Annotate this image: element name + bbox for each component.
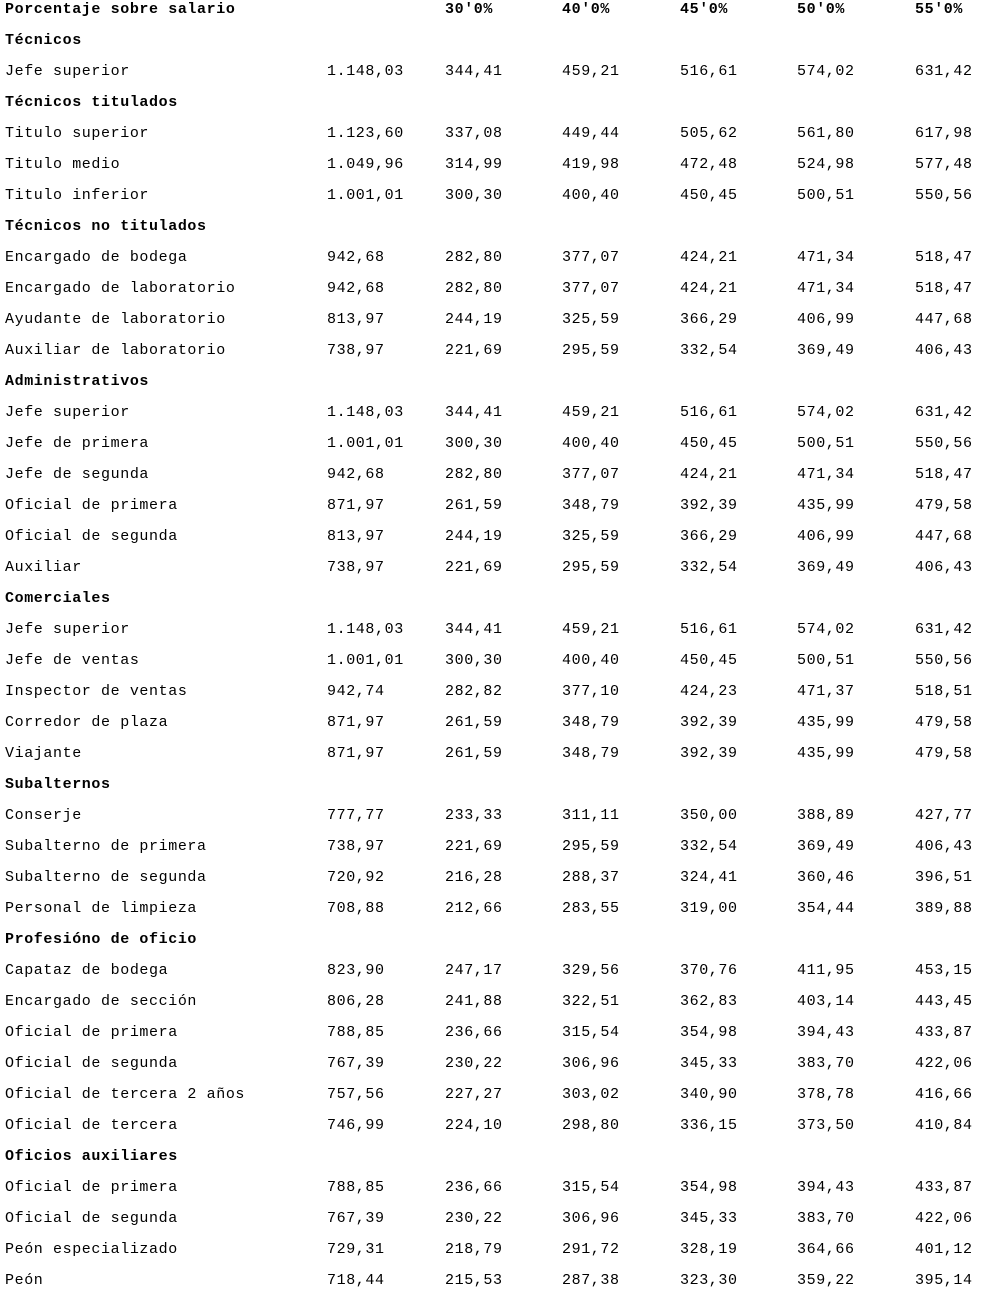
percent-value: 518,47 <box>915 466 973 483</box>
section-row <box>0 930 995 961</box>
percent-value: 344,41 <box>445 63 503 80</box>
base-salary: 871,97 <box>327 497 385 514</box>
percent-value: 324,41 <box>680 869 738 886</box>
percent-value: 394,43 <box>797 1024 855 1041</box>
percent-value: 447,68 <box>915 528 973 545</box>
percent-value: 416,66 <box>915 1086 973 1103</box>
table-row <box>0 434 995 465</box>
percent-value: 459,21 <box>562 621 620 638</box>
percent-value: 450,45 <box>680 652 738 669</box>
percent-value: 244,19 <box>445 311 503 328</box>
percent-value: 337,08 <box>445 125 503 142</box>
percent-value: 364,66 <box>797 1241 855 1258</box>
table-row <box>0 744 995 775</box>
category-label: Capataz de bodega <box>5 962 169 979</box>
base-salary: 813,97 <box>327 311 385 328</box>
percent-value: 282,80 <box>445 280 503 297</box>
base-salary: 1.001,01 <box>327 652 404 669</box>
table-row <box>0 1271 995 1302</box>
percent-value: 471,34 <box>797 280 855 297</box>
percent-value: 377,07 <box>562 280 620 297</box>
category-label: Auxiliar <box>5 559 82 576</box>
table-row <box>0 124 995 155</box>
percent-value: 212,66 <box>445 900 503 917</box>
section-title: Oficios auxiliares <box>5 1148 178 1165</box>
percent-value: 283,55 <box>562 900 620 917</box>
table-row <box>0 310 995 341</box>
percent-value: 332,54 <box>680 559 738 576</box>
percent-value: 459,21 <box>562 63 620 80</box>
percent-value: 516,61 <box>680 404 738 421</box>
percent-value: 471,37 <box>797 683 855 700</box>
percent-value: 282,80 <box>445 466 503 483</box>
percent-value: 406,43 <box>915 838 973 855</box>
percent-value: 500,51 <box>797 187 855 204</box>
percent-value: 447,68 <box>915 311 973 328</box>
percent-value: 631,42 <box>915 63 973 80</box>
section-title: Subalternos <box>5 776 111 793</box>
section-row <box>0 93 995 124</box>
section-title: Administrativos <box>5 373 150 390</box>
percent-value: 230,22 <box>445 1055 503 1072</box>
percent-value: 354,98 <box>680 1179 738 1196</box>
table-row <box>0 806 995 837</box>
percent-value: 244,19 <box>445 528 503 545</box>
percent-value: 577,48 <box>915 156 973 173</box>
base-salary: 767,39 <box>327 1210 385 1227</box>
base-salary: 1.001,01 <box>327 187 404 204</box>
percent-value: 369,49 <box>797 838 855 855</box>
percent-value: 472,48 <box>680 156 738 173</box>
table-row <box>0 1209 995 1240</box>
base-salary: 738,97 <box>327 838 385 855</box>
percent-value: 288,37 <box>562 869 620 886</box>
base-salary: 1.148,03 <box>327 621 404 638</box>
category-label: Titulo medio <box>5 156 121 173</box>
percent-value: 406,99 <box>797 528 855 545</box>
percent-value: 617,98 <box>915 125 973 142</box>
percent-value: 435,99 <box>797 497 855 514</box>
percent-value: 479,58 <box>915 497 973 514</box>
percent-value: 221,69 <box>445 342 503 359</box>
base-salary: 942,68 <box>327 280 385 297</box>
percent-value: 332,54 <box>680 342 738 359</box>
percent-value: 449,44 <box>562 125 620 142</box>
category-label: Oficial de primera <box>5 1024 178 1041</box>
percent-value: 471,34 <box>797 466 855 483</box>
percent-value: 216,28 <box>445 869 503 886</box>
base-salary: 871,97 <box>327 745 385 762</box>
base-salary: 942,68 <box>327 466 385 483</box>
header-percent: 40'0% <box>562 1 611 18</box>
category-label: Jefe de segunda <box>5 466 150 483</box>
base-salary: 823,90 <box>327 962 385 979</box>
base-salary: 738,97 <box>327 559 385 576</box>
category-label: Jefe de ventas <box>5 652 140 669</box>
percent-value: 227,27 <box>445 1086 503 1103</box>
base-salary: 767,39 <box>327 1055 385 1072</box>
percent-value: 406,43 <box>915 559 973 576</box>
base-salary: 757,56 <box>327 1086 385 1103</box>
percent-value: 424,21 <box>680 280 738 297</box>
table-row <box>0 899 995 930</box>
percent-value: 422,06 <box>915 1055 973 1072</box>
table-row <box>0 186 995 217</box>
percent-value: 410,84 <box>915 1117 973 1134</box>
percent-value: 362,83 <box>680 993 738 1010</box>
section-row <box>0 589 995 620</box>
percent-value: 300,30 <box>445 187 503 204</box>
base-salary: 942,74 <box>327 683 385 700</box>
section-title: Comerciales <box>5 590 111 607</box>
percent-value: 400,40 <box>562 435 620 452</box>
percent-value: 378,78 <box>797 1086 855 1103</box>
percent-value: 450,45 <box>680 187 738 204</box>
table-row <box>0 248 995 279</box>
percent-value: 479,58 <box>915 745 973 762</box>
table-row <box>0 868 995 899</box>
table-row <box>0 279 995 310</box>
percent-value: 215,53 <box>445 1272 503 1289</box>
percent-value: 282,82 <box>445 683 503 700</box>
percent-value: 230,22 <box>445 1210 503 1227</box>
percent-value: 395,14 <box>915 1272 973 1289</box>
percent-value: 396,51 <box>915 869 973 886</box>
category-label: Encargado de laboratorio <box>5 280 236 297</box>
percent-value: 383,70 <box>797 1210 855 1227</box>
category-label: Jefe superior <box>5 63 130 80</box>
percent-value: 247,17 <box>445 962 503 979</box>
category-label: Peón especializado <box>5 1241 178 1258</box>
category-label: Corredor de plaza <box>5 714 169 731</box>
category-label: Jefe superior <box>5 621 130 638</box>
percent-value: 400,40 <box>562 652 620 669</box>
percent-value: 236,66 <box>445 1024 503 1041</box>
category-label: Personal de limpieza <box>5 900 198 917</box>
table-row <box>0 527 995 558</box>
base-salary: 720,92 <box>327 869 385 886</box>
base-salary: 1.148,03 <box>327 404 404 421</box>
header-percent: 55'0% <box>915 1 964 18</box>
table-row <box>0 682 995 713</box>
percent-value: 359,22 <box>797 1272 855 1289</box>
category-label: Inspector de ventas <box>5 683 188 700</box>
base-salary: 942,68 <box>327 249 385 266</box>
percent-value: 479,58 <box>915 714 973 731</box>
percent-value: 319,00 <box>680 900 738 917</box>
table-row <box>0 837 995 868</box>
percent-value: 561,80 <box>797 125 855 142</box>
header-percent: 45'0% <box>680 1 729 18</box>
percent-value: 505,62 <box>680 125 738 142</box>
percent-value: 435,99 <box>797 745 855 762</box>
percent-value: 295,59 <box>562 342 620 359</box>
percent-value: 422,06 <box>915 1210 973 1227</box>
category-label: Oficial de tercera 2 años <box>5 1086 246 1103</box>
table-row <box>0 713 995 744</box>
percent-value: 344,41 <box>445 621 503 638</box>
percent-value: 631,42 <box>915 404 973 421</box>
percent-value: 550,56 <box>915 187 973 204</box>
table-row <box>0 1054 995 1085</box>
percent-value: 348,79 <box>562 714 620 731</box>
percent-value: 424,21 <box>680 249 738 266</box>
percent-value: 366,29 <box>680 311 738 328</box>
table-row <box>0 992 995 1023</box>
percent-value: 389,88 <box>915 900 973 917</box>
percent-value: 377,07 <box>562 249 620 266</box>
percent-value: 518,51 <box>915 683 973 700</box>
base-salary: 1.148,03 <box>327 63 404 80</box>
percent-value: 354,44 <box>797 900 855 917</box>
percent-value: 340,90 <box>680 1086 738 1103</box>
percent-value: 471,34 <box>797 249 855 266</box>
percent-value: 350,00 <box>680 807 738 824</box>
percent-value: 406,43 <box>915 342 973 359</box>
percent-value: 419,98 <box>562 156 620 173</box>
percent-value: 360,46 <box>797 869 855 886</box>
table-row <box>0 558 995 589</box>
percent-value: 574,02 <box>797 621 855 638</box>
percent-value: 261,59 <box>445 745 503 762</box>
percent-value: 325,59 <box>562 528 620 545</box>
percent-value: 500,51 <box>797 435 855 452</box>
table-row <box>0 1240 995 1271</box>
percent-value: 218,79 <box>445 1241 503 1258</box>
category-label: Subalterno de primera <box>5 838 207 855</box>
percent-value: 392,39 <box>680 497 738 514</box>
base-salary: 746,99 <box>327 1117 385 1134</box>
percent-value: 424,21 <box>680 466 738 483</box>
percent-value: 518,47 <box>915 280 973 297</box>
percent-value: 427,77 <box>915 807 973 824</box>
category-label: Encargado de bodega <box>5 249 188 266</box>
table-row <box>0 651 995 682</box>
category-label: Oficial de primera <box>5 497 178 514</box>
percent-value: 306,96 <box>562 1210 620 1227</box>
percent-value: 369,49 <box>797 342 855 359</box>
percent-value: 282,80 <box>445 249 503 266</box>
percent-value: 323,30 <box>680 1272 738 1289</box>
category-label: Titulo inferior <box>5 187 150 204</box>
percent-value: 500,51 <box>797 652 855 669</box>
percent-value: 287,38 <box>562 1272 620 1289</box>
percent-value: 450,45 <box>680 435 738 452</box>
percent-value: 295,59 <box>562 559 620 576</box>
percent-value: 236,66 <box>445 1179 503 1196</box>
base-salary: 738,97 <box>327 342 385 359</box>
percent-value: 328,19 <box>680 1241 738 1258</box>
header-label: Porcentaje sobre salario <box>5 1 236 18</box>
percent-value: 377,10 <box>562 683 620 700</box>
base-salary: 871,97 <box>327 714 385 731</box>
base-salary: 813,97 <box>327 528 385 545</box>
percent-value: 400,40 <box>562 187 620 204</box>
category-label: Conserje <box>5 807 82 824</box>
base-salary: 1.049,96 <box>327 156 404 173</box>
percent-value: 224,10 <box>445 1117 503 1134</box>
category-label: Oficial de tercera <box>5 1117 178 1134</box>
percent-value: 300,30 <box>445 435 503 452</box>
percent-value: 401,12 <box>915 1241 973 1258</box>
percent-value: 344,41 <box>445 404 503 421</box>
percent-value: 369,49 <box>797 559 855 576</box>
percent-value: 241,88 <box>445 993 503 1010</box>
percent-value: 314,99 <box>445 156 503 173</box>
percent-value: 300,30 <box>445 652 503 669</box>
base-salary: 806,28 <box>327 993 385 1010</box>
percent-value: 411,95 <box>797 962 855 979</box>
category-label: Oficial de segunda <box>5 1210 178 1227</box>
category-label: Jefe superior <box>5 404 130 421</box>
category-label: Oficial de segunda <box>5 1055 178 1072</box>
table-row <box>0 1085 995 1116</box>
percent-value: 325,59 <box>562 311 620 328</box>
percent-value: 221,69 <box>445 559 503 576</box>
table-row <box>0 961 995 992</box>
table-row <box>0 1116 995 1147</box>
percent-value: 261,59 <box>445 714 503 731</box>
percent-value: 516,61 <box>680 621 738 638</box>
percent-value: 291,72 <box>562 1241 620 1258</box>
percent-value: 516,61 <box>680 63 738 80</box>
base-salary: 788,85 <box>327 1024 385 1041</box>
category-label: Viajante <box>5 745 82 762</box>
percent-value: 550,56 <box>915 435 973 452</box>
table-row <box>0 155 995 186</box>
percent-value: 574,02 <box>797 404 855 421</box>
percent-value: 435,99 <box>797 714 855 731</box>
percent-value: 329,56 <box>562 962 620 979</box>
percent-value: 315,54 <box>562 1179 620 1196</box>
table-row <box>0 620 995 651</box>
percent-value: 354,98 <box>680 1024 738 1041</box>
base-salary: 777,77 <box>327 807 385 824</box>
percent-value: 315,54 <box>562 1024 620 1041</box>
base-salary: 1.123,60 <box>327 125 404 142</box>
category-label: Subalterno de segunda <box>5 869 207 886</box>
percent-value: 433,87 <box>915 1024 973 1041</box>
percent-value: 388,89 <box>797 807 855 824</box>
section-title: Técnicos titulados <box>5 94 178 111</box>
table-row <box>0 62 995 93</box>
percent-value: 233,33 <box>445 807 503 824</box>
section-row <box>0 1147 995 1178</box>
table-row <box>0 465 995 496</box>
percent-value: 392,39 <box>680 745 738 762</box>
percent-value: 406,99 <box>797 311 855 328</box>
percent-value: 303,02 <box>562 1086 620 1103</box>
percent-value: 383,70 <box>797 1055 855 1072</box>
base-salary: 1.001,01 <box>327 435 404 452</box>
category-label: Ayudante de laboratorio <box>5 311 226 328</box>
header-percent: 30'0% <box>445 1 494 18</box>
percent-value: 631,42 <box>915 621 973 638</box>
base-salary: 788,85 <box>327 1179 385 1196</box>
percent-value: 574,02 <box>797 63 855 80</box>
percent-value: 392,39 <box>680 714 738 731</box>
percent-value: 345,33 <box>680 1210 738 1227</box>
percent-value: 366,29 <box>680 528 738 545</box>
percent-value: 377,07 <box>562 466 620 483</box>
percent-value: 524,98 <box>797 156 855 173</box>
percent-value: 443,45 <box>915 993 973 1010</box>
percent-value: 433,87 <box>915 1179 973 1196</box>
header-percent: 50'0% <box>797 1 846 18</box>
percent-value: 261,59 <box>445 497 503 514</box>
table-row <box>0 496 995 527</box>
percent-value: 424,23 <box>680 683 738 700</box>
percent-value: 453,15 <box>915 962 973 979</box>
section-row <box>0 31 995 62</box>
base-salary: 708,88 <box>327 900 385 917</box>
percent-value: 373,50 <box>797 1117 855 1134</box>
percent-value: 459,21 <box>562 404 620 421</box>
category-label: Encargado de sección <box>5 993 198 1010</box>
percent-value: 221,69 <box>445 838 503 855</box>
percent-value: 348,79 <box>562 745 620 762</box>
section-row <box>0 775 995 806</box>
percent-value: 322,51 <box>562 993 620 1010</box>
base-salary: 718,44 <box>327 1272 385 1289</box>
category-label: Jefe de primera <box>5 435 150 452</box>
category-label: Oficial de primera <box>5 1179 178 1196</box>
table-row <box>0 403 995 434</box>
section-row <box>0 217 995 248</box>
base-salary: 729,31 <box>327 1241 385 1258</box>
percent-value: 370,76 <box>680 962 738 979</box>
section-title: Profesióno de oficio <box>5 931 198 948</box>
table-row <box>0 1178 995 1209</box>
percent-value: 394,43 <box>797 1179 855 1196</box>
percent-value: 332,54 <box>680 838 738 855</box>
percent-value: 348,79 <box>562 497 620 514</box>
percent-value: 311,11 <box>562 807 620 824</box>
header-row <box>0 0 995 31</box>
category-label: Peón <box>5 1272 44 1289</box>
table-row <box>0 1023 995 1054</box>
percent-value: 336,15 <box>680 1117 738 1134</box>
category-label: Auxiliar de laboratorio <box>5 342 226 359</box>
percent-value: 295,59 <box>562 838 620 855</box>
category-label: Titulo superior <box>5 125 150 142</box>
percent-value: 403,14 <box>797 993 855 1010</box>
category-label: Oficial de segunda <box>5 528 178 545</box>
section-row <box>0 372 995 403</box>
section-title: Técnicos no titulados <box>5 218 207 235</box>
table-row <box>0 341 995 372</box>
percent-value: 550,56 <box>915 652 973 669</box>
percent-value: 306,96 <box>562 1055 620 1072</box>
percent-value: 345,33 <box>680 1055 738 1072</box>
section-title: Técnicos <box>5 32 82 49</box>
percent-value: 518,47 <box>915 249 973 266</box>
percent-value: 298,80 <box>562 1117 620 1134</box>
